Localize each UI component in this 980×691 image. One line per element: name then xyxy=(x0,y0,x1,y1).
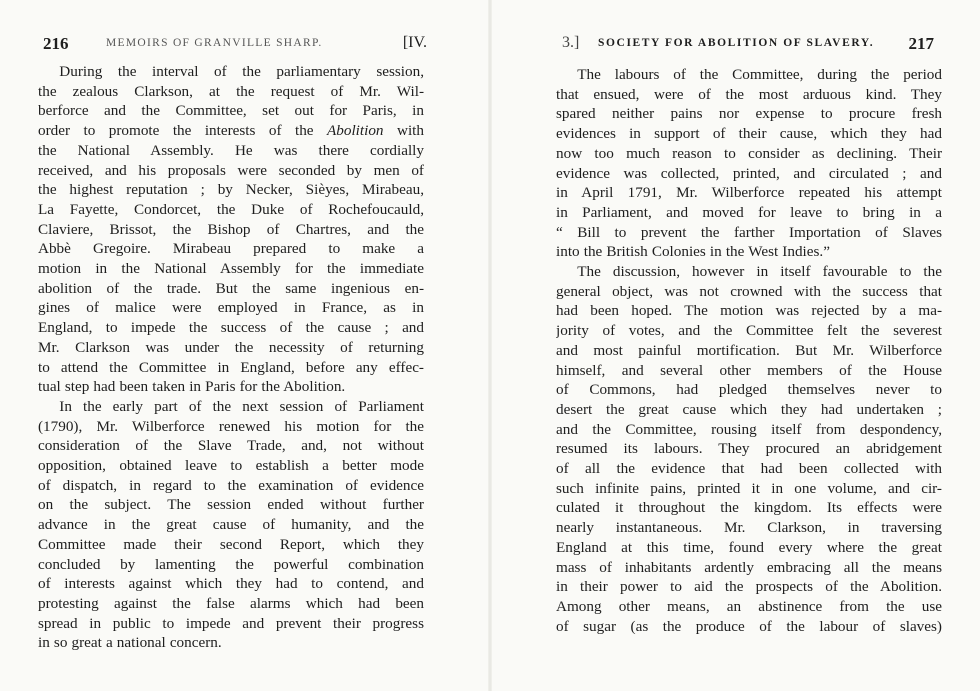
text-line: abolition of the trade. But the same ingenious en- xyxy=(38,279,424,297)
text-line: of sugar (as the produce of the labour of slaves) xyxy=(556,617,942,635)
right-body-text xyxy=(556,65,942,636)
text-line: the highest reputation ; by Necker, Sièyes, Mirabeau, xyxy=(38,181,424,199)
page-number: 217 xyxy=(908,34,934,53)
left-body-text xyxy=(38,62,424,653)
text-line: The discussion, however in itself favourable to the xyxy=(577,263,942,281)
text-line: general object, was not crowned with the success that xyxy=(556,282,942,300)
text-line: consideration of the Slave Trade, and, not without xyxy=(38,437,424,455)
text-line: received, and his proposals were seconded by men of xyxy=(38,161,424,179)
text-line: La Fayette, Condorcet, the Duke of Rochefoucauld, xyxy=(38,200,424,218)
text-line: tual step had been taken in Paris for the Abolition. xyxy=(38,378,346,396)
text-line: The labours of the Committee, during the period xyxy=(577,66,942,83)
text-line: such infinite pains, printed it in one volume, and cir- xyxy=(556,479,942,497)
text-line: now too much reason to consider as declining. Their xyxy=(556,144,942,162)
left-running-head xyxy=(43,34,433,56)
text-line: had been hoped. The motion was rejected by a ma- xyxy=(556,302,942,320)
text-line: in Parliament, and moved for leave to bring in a xyxy=(556,203,942,221)
text-line: and most painful mortification. But Mr. Wilberforce xyxy=(556,341,942,359)
text-line: into the British Colonies in the West Indies.” xyxy=(556,243,830,261)
text-line: In the early part of the next session of Parliament xyxy=(59,397,424,415)
text-line: himself, and several other members of the House xyxy=(556,361,942,379)
text-line: in so great a national concern. xyxy=(38,634,222,652)
right-running-head xyxy=(562,34,934,56)
text-line: in their power to aid the prospects of the Abolition. xyxy=(556,578,942,596)
page-number: 216 xyxy=(43,34,69,53)
text-line: of dispatch, in regard to the examination of evidence xyxy=(38,476,424,494)
chapter-mark: 3.] xyxy=(562,34,580,51)
text-line: gines of malice were employed in France, as in xyxy=(38,299,424,317)
right-page xyxy=(490,0,980,691)
text-line: in April 1791, Mr. Wilberforce repeated his attempt xyxy=(556,184,942,202)
text-line: England, to impede the success of the cause ; and xyxy=(38,319,424,337)
text-line: the National Assembly. He was there cordially xyxy=(38,141,424,159)
text-line: of Commons, had pledged themselves never to xyxy=(556,381,942,399)
text-line: jority of votes, and the Committee felt the severest xyxy=(556,322,942,340)
text-line: protesting against the false alarms which had been xyxy=(38,594,424,612)
text-line: evidences in support of their cause, which they had xyxy=(556,125,942,143)
text-line: England at this time, found every where the great xyxy=(556,538,942,556)
text-line: that ensued, were of the most arduous kind. They xyxy=(556,85,942,103)
text-line: desert the great cause which they had undertaken ; xyxy=(556,400,942,418)
text-line: Abbè Gregoire. Mirabeau prepared to make a xyxy=(38,240,424,258)
text-line: of all the evidence that had been collected with xyxy=(556,460,942,478)
text-line: Claviere, Brissot, the Bishop of Chartres, and the xyxy=(38,220,424,238)
text-line: culated it throughout the kingdom. Its effects were xyxy=(556,499,942,517)
text-line: evidence was collected, printed, and circulated ; and xyxy=(556,164,942,182)
text-line: to attend the Committee in England, before any effec- xyxy=(38,358,424,376)
text-line: berforce and the Committee, set out for Paris, in xyxy=(38,102,424,120)
text-line: on the subject. The session ended without further xyxy=(38,496,424,514)
text-line: resumed its labours. They procured an abridgement xyxy=(556,440,942,458)
text-line: Among other means, an abstinence from the use xyxy=(556,597,942,615)
text-line: (1790), Mr. Wilberforce renewed his motion for the xyxy=(38,417,424,435)
text-line: opposition, obtained leave to establish a better mode xyxy=(38,457,424,475)
italic-word: Abolition xyxy=(327,122,384,140)
text-line: spared neither pains nor expense to procure fresh xyxy=(556,105,942,123)
running-title: SOCIETY FOR ABOLITION OF SLAVERY. xyxy=(598,37,875,49)
text-line: “ Bill to prevent the farther Importation of Slaves xyxy=(556,223,942,241)
text-line: Committee made their second Report, which they xyxy=(38,535,424,553)
text-line: advance in the great cause of humanity, and the xyxy=(38,516,424,534)
text-line: spread in public to impede and prevent their progress xyxy=(38,614,424,632)
text-line: During the interval of the parliamentary session, xyxy=(59,63,424,80)
text-line: Mr. Clarkson was under the necessity of returning xyxy=(38,338,424,356)
text-line-with-italic: order to promote the interests of the Abolition with xyxy=(38,122,424,140)
chapter-mark: [IV. xyxy=(402,34,427,51)
running-title: MEMOIRS OF GRANVILLE SHARP. xyxy=(106,37,323,49)
text-line: of interests against which they had to contend, and xyxy=(38,575,424,593)
text-line: motion in the National Assembly for the immediate xyxy=(38,260,424,278)
text-line: the zealous Clarkson, at the request of Mr. Wil- xyxy=(38,82,424,100)
text-line: mass of inhabitants ardently embracing all the means xyxy=(556,558,942,576)
text-line: and the Committee, rousing itself from despondency, xyxy=(556,420,942,438)
text-line: concluded by lamenting the powerful combination xyxy=(38,555,424,573)
text-line: nearly instantaneous. Mr. Clarkson, in traversing xyxy=(556,519,942,537)
